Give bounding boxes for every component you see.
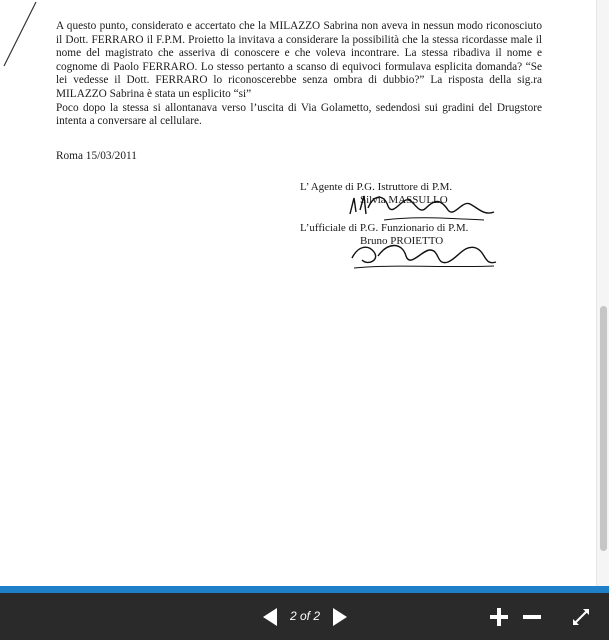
expand-arrows-icon (572, 608, 590, 626)
plus-icon (489, 607, 509, 627)
signature-role: L’ufficiale di P.G. Funzionario di P.M. (300, 222, 469, 234)
minus-icon (522, 607, 542, 627)
paragraph-1: A questo punto, considerato e accertato che la MILAZZO Sabrina non aveva in nessun modo riconosciuto il Dott. FERRARO il F.P.M. Proietto la invitava a considerare la possibilità che la stessa ricordasse male il nome del magistrato che asseriva di conoscere e che voleva incontrare. La stessa ribadiva il nome e cognome di Paolo FERRARO. Lo stesso pertanto a scanso di equivoci formulava esplicita domanda? “Se lei vedesse il Dott. FERRARO lo riconoscerebbe senza ombra di dubbio?” La risposta della sig.ra MILAZZO Sabrina è stata un esplicito “si” (56, 20, 542, 100)
fullscreen-button[interactable] (569, 605, 593, 629)
signature-name: Silvia MASSULLO (360, 194, 448, 206)
toolbar-accent-bar (0, 586, 609, 593)
previous-page-button[interactable] (258, 605, 282, 629)
triangle-right-icon (331, 607, 349, 627)
triangle-left-icon (261, 607, 279, 627)
paragraph-2: Poco dopo la stessa si allontanava verso l’uscita di Via Golametto, sedendosi sui gradini del Drugstore intenta a conversare al cellulare. (56, 101, 542, 128)
vertical-scrollbar[interactable] (596, 0, 609, 586)
viewer-toolbar (0, 593, 609, 640)
zoom-out-button[interactable] (519, 604, 545, 630)
zoom-in-button[interactable] (486, 604, 512, 630)
page-counter: 2 of 2 (289, 609, 321, 623)
document-date: Roma 15/03/2011 (56, 150, 137, 162)
document-body (56, 20, 542, 129)
margin-scratch-mark (0, 0, 40, 70)
scroll-thumb[interactable] (600, 306, 607, 551)
signature-name: Bruno PROIETTO (360, 235, 444, 247)
signature-role: L’ Agente di P.G. Istruttore di P.M. (300, 181, 453, 193)
next-page-button[interactable] (328, 605, 352, 629)
signature-block-officer (300, 222, 500, 248)
signature-block-agent (300, 181, 500, 207)
